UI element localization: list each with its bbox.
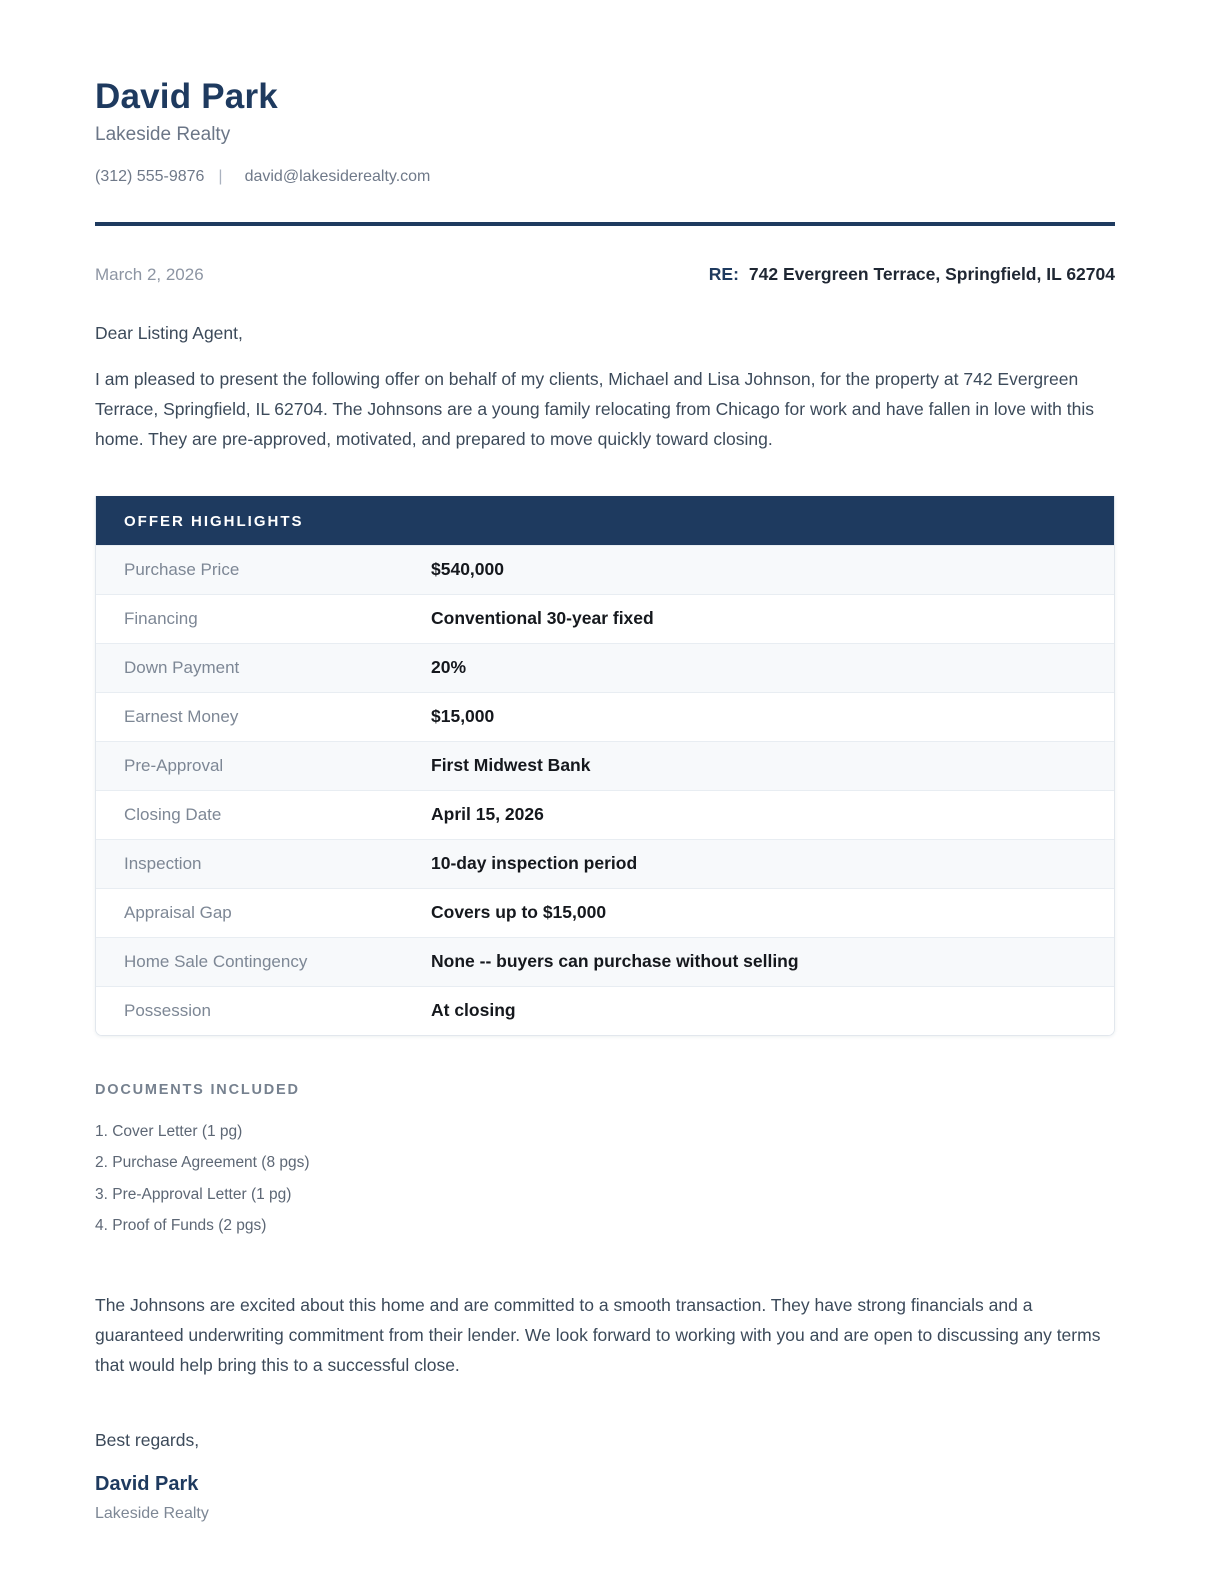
- row-label: Inspection: [124, 853, 202, 873]
- intro-paragraph: I am pleased to present the following offer on behalf of my clients, Michael and Lisa Johnson, for the property at 742 Evergreen Terrace, Springfield, IL 62704. The Johnsons are a young family relocating from Chicago for work and have fallen in love with this home. They are pre-approved, motivated, and prepared to move quickly toward closing.: [95, 368, 1095, 449]
- table-row: [96, 986, 1114, 1035]
- row-label: Financing: [124, 608, 198, 628]
- row-label: Earnest Money: [124, 706, 239, 726]
- table-row: [96, 839, 1114, 888]
- re-line: [709, 264, 1115, 285]
- list-item: 3. Pre-Approval Letter (1 pg): [95, 1179, 1115, 1211]
- list-item: 1. Cover Letter (1 pg): [95, 1116, 1115, 1148]
- table-row: [96, 741, 1114, 790]
- re-label: RE:: [708, 263, 739, 284]
- row-label: Home Sale Contingency: [124, 951, 308, 971]
- row-value: Covers up to $15,000: [431, 902, 607, 922]
- table-row: [96, 594, 1114, 643]
- closing-paragraph: The Johnsons are excited about this home and are committed to a smooth transaction. They have strong financials and a guaranteed underwriting commitment from their lender. We look forward to working with you and are open to discussing any terms that would help bring this to a successful close.: [95, 1294, 1101, 1375]
- signoff-closing: Best regards,: [95, 1429, 200, 1450]
- email-address: david@lakesiderealty.com: [244, 167, 431, 185]
- documents-list: [95, 1116, 1115, 1242]
- signoff-company: Lakeside Realty: [95, 1504, 209, 1522]
- row-value: April 15, 2026: [431, 804, 544, 824]
- table-row: [96, 888, 1114, 937]
- row-value: 20%: [431, 657, 467, 677]
- salutation: Dear Listing Agent,: [95, 322, 243, 343]
- contact-line: [95, 168, 1115, 186]
- row-value: $540,000: [431, 559, 504, 579]
- table-row: [96, 545, 1114, 594]
- signoff-name: David Park: [95, 1472, 199, 1495]
- letterhead-divider: [95, 222, 1115, 226]
- contact-separator: |: [218, 167, 223, 185]
- row-value: At closing: [431, 1000, 516, 1020]
- offer-highlights-table: [95, 496, 1115, 1036]
- table-row: [96, 692, 1114, 741]
- list-item: 2. Purchase Agreement (8 pgs): [95, 1147, 1115, 1179]
- agency-name: Lakeside Realty: [95, 123, 231, 145]
- row-label: Possession: [124, 1000, 211, 1020]
- row-label: Pre-Approval: [124, 755, 224, 775]
- letter-date: March 2, 2026: [95, 264, 204, 284]
- signature-block: [95, 1430, 1115, 1523]
- table-row: [96, 643, 1114, 692]
- row-value: 10-day inspection period: [431, 853, 638, 873]
- row-label: Down Payment: [124, 657, 240, 677]
- table-row: [96, 937, 1114, 986]
- row-value: None -- buyers can purchase without selling: [431, 951, 799, 971]
- row-value: $15,000: [431, 706, 495, 726]
- offer-table-title: OFFER HIGHLIGHTS: [96, 496, 1114, 545]
- date-re-row: [95, 264, 1115, 285]
- re-property-address: 742 Evergreen Terrace, Springfield, IL 62704: [748, 263, 1115, 284]
- agent-name-heading: David Park: [95, 77, 278, 116]
- row-label: Purchase Price: [124, 559, 240, 579]
- documents-section-title: DOCUMENTS INCLUDED: [95, 1081, 300, 1098]
- phone-number: (312) 555-9876: [95, 167, 205, 185]
- row-label: Appraisal Gap: [124, 902, 232, 922]
- letterhead: [95, 78, 1115, 226]
- list-item: 4. Proof of Funds (2 pgs): [95, 1210, 1115, 1242]
- row-value: First Midwest Bank: [431, 755, 591, 775]
- row-value: Conventional 30-year fixed: [431, 608, 654, 628]
- letter-content: [95, 0, 1115, 1523]
- table-row: [96, 790, 1114, 839]
- row-label: Closing Date: [124, 804, 222, 824]
